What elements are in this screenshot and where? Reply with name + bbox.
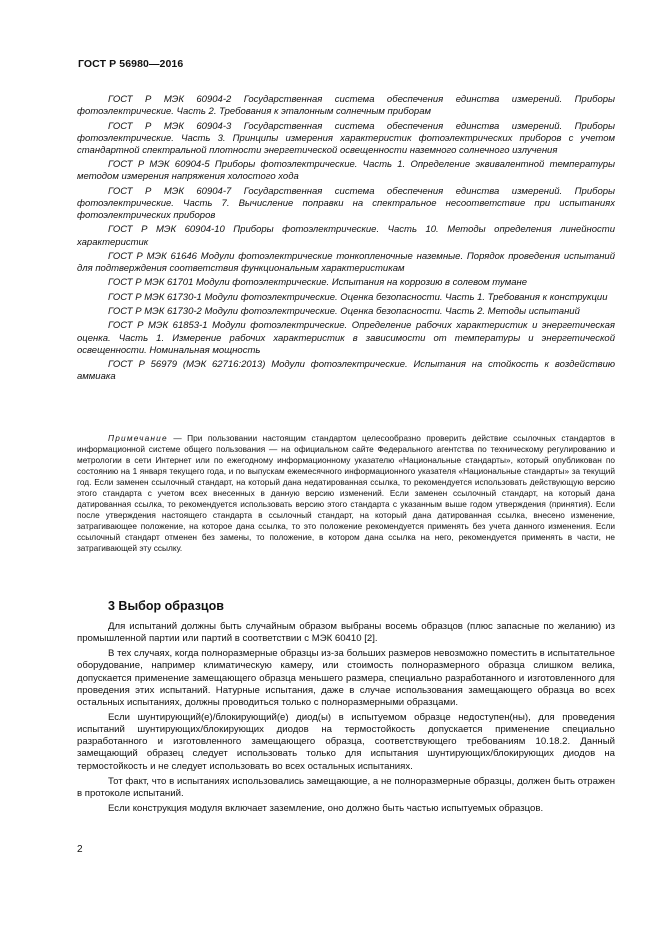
- body-paragraph: Для испытаний должны быть случайным образом выбраны восемь образцов (плюс запасные по желанию) из промышленной партии или партий в соответствии с МЭК 60410 [2].: [77, 621, 615, 645]
- body-paragraph: Тот факт, что в испытаниях использовались замещающие, а не полноразмерные образцы, должен быть отражен в протоколе испытаний.: [77, 775, 615, 799]
- body-paragraph: Если конструкция модуля включает заземление, оно должно быть частью испытуемых образцов.: [108, 802, 544, 814]
- section-heading: 3 Выбор образцов: [108, 599, 224, 613]
- document-header: ГОСТ Р 56980—2016: [78, 58, 184, 70]
- reference-item: ГОСТ Р МЭК 61701 Модули фотоэлектрические. Испытания на коррозию в солевом тумане: [108, 277, 528, 289]
- note-label: Примечание: [108, 433, 168, 443]
- page-number: 2: [77, 844, 83, 855]
- normative-references-list: [77, 94, 615, 386]
- reference-item: ГОСТ Р МЭК 60904-10 Приборы фотоэлектрические. Часть 10. Методы определения линейности характеристик: [77, 224, 615, 248]
- note-text: — При пользовании настоящим стандартом целесообразно проверить действие ссылочных стандартов в информационной системе общего пользования — на официальном сайте Федерального агентства по техническому регулированию и метрологии в сети Интернет или по ежегодному информационному указателю «Национальные стандарты», который опубликован по состоянию на 1 января текущего года, и по выпускам ежемесячного информационного указателя «Национальные стандарты» за текущий год. Если заменен ссылочный стандарт, на который дана недатированная ссылка, то рекомендуется использовать действующую версию этого стандарта с учетом всех внесенных в данную версию изменений. Если заменен ссылочный стандарт, на который дана датированная ссылка, то рекомендуется использовать версию этого стандарта с указанным выше годом утверждения (принятия). Если после утверждения настоящего стандарта в ссылочный стандарт, на который дана датированная ссылка, внесено изменение, затрагивающее положение, на которое дана ссылка, то это положение рекомендуется применять без учета данного изменения. Если ссылочный стандарт отменен без замены, то положение, в котором дана ссылка на него, рекомендуется применять в части, не затрагивающей эту ссылку.: [77, 433, 615, 554]
- body-paragraph: Если шунтирующий(е)/блокирующий(е) диод(ы) в испытуемом образце недоступен(ны), для проведения испытаний шунтирующих/блокирующих диодов на термостойкость допускается применение специально разработанного и изготовленного замещающего образца, соответствующего требованиям 10.18.2. Данный замещающий образец следует использовать только для испытания шунтирующих/блокирующих диодов на термостойкость и не следует использовать во всех остальных испытаниях.: [77, 711, 615, 772]
- reference-item: ГОСТ Р МЭК 60904-7 Государственная система обеспечения единства измерений. Приборы фотоэлектрические. Часть 7. Вычисление поправки на спектральное несоответствие при испытаниях фотоэлектрических приборов: [77, 185, 615, 222]
- note-paragraph: [77, 433, 615, 555]
- reference-item: ГОСТ Р МЭК 61730-2 Модули фотоэлектрические. Оценка безопасности. Часть 2. Методы испытаний: [108, 306, 580, 317]
- reference-item: ГОСТ Р МЭК 60904-5 Приборы фотоэлектрические. Часть 1. Определение эквивалентной температуры методом измерения напряжения холостого хода: [77, 159, 615, 183]
- reference-item: ГОСТ Р МЭК 60904-3 Государственная система обеспечения единства измерений. Приборы фотоэлектрические. Часть 3. Принципы измерения характеристик фотоэлектрических приборов с учетом стандартной спектральной плотности энергетической освещенности наземного солнечного излучения: [77, 120, 615, 156]
- body-paragraph: В тех случаях, когда полноразмерные образцы из-за больших размеров невозможно поместить в испытательное оборудование, например климатическую камеру, или стоимость полноразмерного образца слишком велика, допускается применение замещающего образца меньшего размера, специально разработанного и изготовленного для проведения этих испытаний. Натурные испытания, даже в случае использования замещающего образца во всех остальных испытаниях, должны проводиться только с полноразмерными образцами.: [77, 648, 615, 708]
- reference-item: ГОСТ Р МЭК 60904-2 Государственная система обеспечения единства измерений. Приборы фотоэлектрические. Часть 2. Требования к эталонным солнечным приборам: [77, 94, 615, 118]
- reference-item: ГОСТ Р МЭК 61646 Модули фотоэлектрические тонкопленочные наземные. Порядок проведения испытаний для подтверждения соответствия функциональным характеристикам: [77, 250, 615, 275]
- section-body: [77, 621, 615, 818]
- reference-item: ГОСТ Р 56979 (МЭК 62716:2013) Модули фотоэлектрические. Испытания на стойкость к воздействию аммиака: [77, 359, 615, 383]
- reference-item: ГОСТ Р МЭК 61853-1 Модули фотоэлектрические. Определение рабочих характеристик и энергетическая оценка. Часть 1. Измерение рабочих характеристик в зависимости от температуры и энергетической освещенности. Номинальная мощность: [77, 320, 615, 356]
- reference-item: ГОСТ Р МЭК 61730-1 Модули фотоэлектрические. Оценка безопасности. Часть 1. Требования к конструкции: [108, 291, 608, 303]
